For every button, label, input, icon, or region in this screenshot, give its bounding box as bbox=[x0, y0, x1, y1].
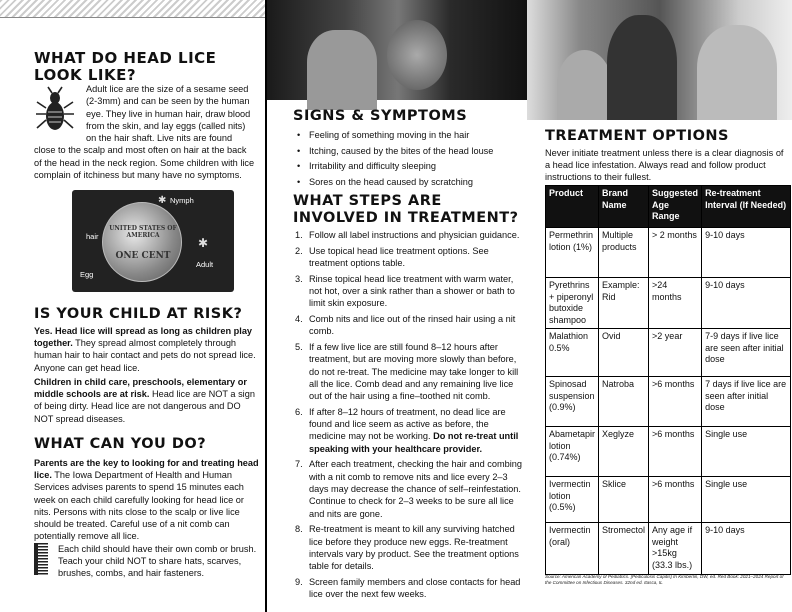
table-row bbox=[546, 427, 791, 477]
list-item: • Sores on the head caused by scratching bbox=[293, 175, 525, 191]
column-header: Re-treatment Interval (If Needed) bbox=[702, 186, 791, 228]
table-cell: >6 months bbox=[649, 427, 702, 477]
signs-list bbox=[293, 128, 525, 190]
table-cell: Permethrin lotion (1%) bbox=[546, 228, 599, 278]
column-header: Suggested Age Range bbox=[649, 186, 702, 228]
treatment-intro: Never initiate treatment unless there is a clear diagnosis of a head lice infestation. Always read and follow product instructions to their fullest. bbox=[545, 148, 784, 183]
photo-nurse-shape bbox=[607, 15, 677, 120]
steps-heading: WHAT STEPS ARE INVOLVED IN TREATMENT? bbox=[293, 193, 519, 226]
table-cell: >24 months bbox=[649, 278, 702, 329]
list-item: 7. After each treatment, checking the hair and combing with a nit comb to remove nits and lice every 2–3 days may decrease the chance of self–reinfestation. Continue to check for 2–3 weeks to be sure all lice and nits are gone. bbox=[295, 459, 522, 519]
table-cell: Malathion 0.5% bbox=[546, 329, 599, 377]
table-cell: Ivermectin lotion (0.5%) bbox=[546, 477, 599, 523]
list-item: • Feeling of something moving in the hair bbox=[293, 128, 525, 144]
table-cell: Ovid bbox=[599, 329, 649, 377]
photo-doctor-shape bbox=[697, 25, 777, 120]
table-cell: Sklice bbox=[599, 477, 649, 523]
coin-top-text: UNITED STATES OF AMERICA bbox=[109, 225, 177, 239]
table-cell: 9-10 days bbox=[702, 278, 791, 329]
label-hair: hair bbox=[86, 232, 99, 241]
table-cell: Xeglyze bbox=[599, 427, 649, 477]
table-row bbox=[546, 523, 791, 575]
source-citation: Source: American Academy of Pediatrics. [Pediculosis Capitis] In Kimberlin, DW, ed. Red Book: 2021–2024 Report of the Committee on Infectious Diseases. 32nd ed. Itasca, IL bbox=[545, 574, 784, 585]
column-left bbox=[0, 0, 265, 612]
table-cell: Ivermectin (oral) bbox=[546, 523, 599, 575]
label-nymph: Nymph bbox=[170, 196, 194, 205]
photo-figure-shape bbox=[307, 30, 377, 110]
do-paragraph: Parents are the key to looking for and treating head lice. The Iowa Department of Health and Human Services advises parents to spend 15 minutes each week on each child carefully looking for head lice or nits. Persons with nits close to the scalp or live lice should be treated. Careful use of a nit comb can potentially remove all lice. bbox=[34, 458, 259, 542]
column-middle bbox=[265, 0, 527, 612]
treatment-table bbox=[545, 185, 791, 575]
look-heading: WHAT DO HEAD LICE LOOK LIKE? bbox=[34, 49, 217, 84]
table-row bbox=[546, 329, 791, 377]
table-cell: Multiple products bbox=[599, 228, 649, 278]
list-item: • Irritability and difficulty sleeping bbox=[293, 159, 525, 175]
column-header: Brand Name bbox=[599, 186, 649, 228]
treatment-heading: TREATMENT OPTIONS bbox=[545, 128, 730, 144]
comb-paragraph: Each child should have their own comb or brush. Teach your child NOT to share hats, scarves, brushes, combs, and hair fasteners. bbox=[58, 544, 257, 579]
look-paragraph: Adult lice are the size of a sesame seed (2-3mm) and can be seen by the human eye. They live in human hair, draw blood from the skin, and lay eggs (called nits) on the hair shaft. Live nits are found close to the scalp and most often on hair at the back of the head in the neck region. Some children with lice complain of itchiness but many have no symptoms. bbox=[34, 84, 255, 181]
coin-bottom-text: ONE CENT bbox=[115, 251, 171, 261]
steps-list bbox=[293, 229, 525, 604]
table-row bbox=[546, 278, 791, 329]
risk-heading: IS YOUR CHILD AT RISK? bbox=[34, 306, 243, 322]
list-item: 9. Screen family members and close contacts for head lice over the next few weeks. bbox=[295, 576, 521, 600]
label-adult: Adult bbox=[196, 260, 214, 269]
table-cell: 7 days if live lice are seen after initial dose bbox=[702, 377, 791, 427]
table-cell: Abametapir lotion (0.74%) bbox=[546, 427, 599, 477]
risk-paragraph-2: Children in child care, preschools, elementary or middle schools are at risk. Head lice are NOT a sign of being dirty. Head lice are not dangerous and DO NOT spread diseases. bbox=[34, 377, 255, 424]
table-row bbox=[546, 377, 791, 427]
list-item: 4. Comb nits and lice out of the rinsed hair using a nit comb. bbox=[295, 313, 516, 337]
decorative-strip bbox=[0, 0, 265, 18]
column-header: Product bbox=[546, 186, 599, 228]
lice-size-figure bbox=[72, 190, 234, 292]
risk-paragraph-1: Yes. Head lice will spread as long as children play together. They spread almost completely through human hair to hair contact and pets do not spread lice. Anyone can get head lice. bbox=[34, 326, 256, 373]
list-item: • Itching, caused by the bites of the head louse bbox=[293, 144, 525, 160]
list-item: 1. Follow all label instructions and physician guidance. bbox=[295, 230, 520, 240]
table-cell: >2 year bbox=[649, 329, 702, 377]
table-cell: Natroba bbox=[599, 377, 649, 427]
table-cell: Any age if weight >15kg (33.3 lbs.) bbox=[649, 523, 702, 575]
adult-louse-icon: ✱ bbox=[198, 236, 209, 250]
list-item: 2. Use topical head lice treatment options. See treatment options table. bbox=[295, 245, 489, 268]
head-check-photo bbox=[267, 0, 527, 100]
table-cell: 9-10 days bbox=[702, 228, 791, 278]
table-cell: 7-9 days if live lice are seen after initial dose bbox=[702, 329, 791, 377]
table-cell: Pyrethrins + piperonyl butoxide shampoo bbox=[546, 278, 599, 329]
penny-image bbox=[102, 202, 182, 282]
nymph-icon: ✱ bbox=[158, 195, 167, 206]
table-header-row bbox=[546, 186, 791, 228]
signs-heading: SIGNS & SYMPTOMS bbox=[293, 108, 468, 124]
table-cell: Stromectol bbox=[599, 523, 649, 575]
table-cell: Single use bbox=[702, 427, 791, 477]
clinic-photo bbox=[527, 0, 792, 120]
do-heading: WHAT CAN YOU DO? bbox=[34, 436, 207, 452]
photo-head-shape bbox=[387, 20, 447, 90]
table-cell: > 2 months bbox=[649, 228, 702, 278]
table-cell: 9-10 days bbox=[702, 523, 791, 575]
table-cell: >6 months bbox=[649, 377, 702, 427]
label-egg: Egg bbox=[80, 270, 94, 279]
table-cell: Spinosad suspension (0.9%) bbox=[546, 377, 599, 427]
table-row bbox=[546, 477, 791, 523]
table-cell: Single use bbox=[702, 477, 791, 523]
table-cell: Example: Rid bbox=[599, 278, 649, 329]
column-right bbox=[527, 0, 792, 612]
comb-icon bbox=[34, 543, 48, 575]
list-item: 3. Rinse topical head lice treatment with warm water, not hot, over a sink rather than a shower or bath to limit skin exposure. bbox=[295, 273, 515, 309]
list-item: 5. If a few live lice are still found 8–12 hours after treatment, but are moving more slowly than before, do not re-treat. The medicine may take longer to kill all the lice. Comb dead and any remaining live lice out of the hair using a fine–toothed nit comb. bbox=[295, 341, 519, 402]
list-item: 8. Re-treatment is meant to kill any surviving hatched lice before they produce new eggs. Re-treatment intervals vary by product. See the treatment options table for details. bbox=[295, 524, 519, 572]
table-cell: >6 months bbox=[649, 477, 702, 523]
table-row bbox=[546, 228, 791, 278]
list-item: 6. If after 8–12 hours of treatment, no dead lice are found and lice seem as active as before, the medicine may not be working. Do not re-treat until speaking with your healthcare provider. bbox=[295, 406, 519, 454]
photo-child-shape bbox=[557, 50, 612, 120]
